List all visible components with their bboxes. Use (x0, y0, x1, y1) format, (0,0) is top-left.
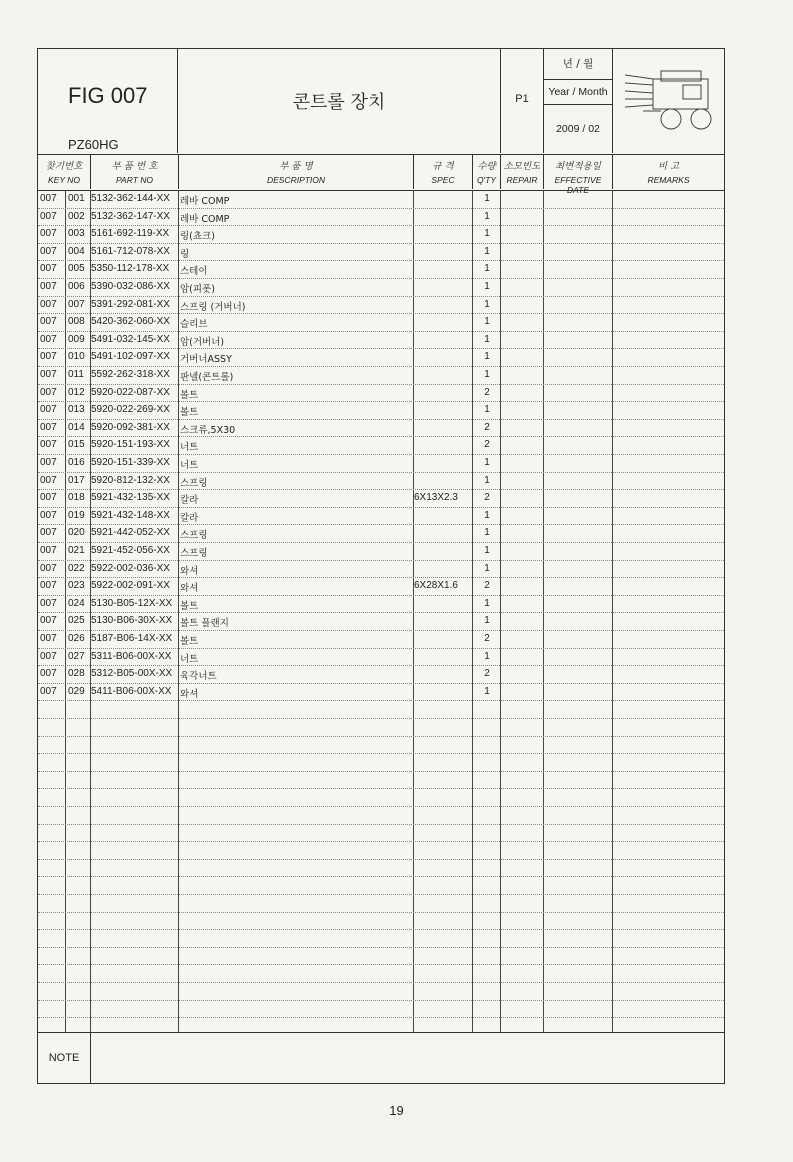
figure-code: FIG 007 (68, 83, 148, 108)
col-repair: 소모빈도 REPAIR (501, 155, 544, 189)
empty-row (38, 737, 724, 755)
quantity: 1 (484, 474, 490, 486)
key-no-item: 017 (68, 474, 85, 486)
quantity: 1 (484, 545, 490, 556)
table-row (38, 578, 724, 596)
empty-row (38, 948, 724, 966)
description: 볼트 (180, 407, 199, 419)
empty-row (38, 701, 724, 719)
col-effective-date: 최변적용일 EFFECTIVE DATE (544, 155, 613, 189)
description: 너트 (180, 460, 199, 471)
description: 스프링 (180, 548, 208, 559)
rice-transplanter-icon (613, 49, 724, 153)
spec: 6X13X2.3 (414, 492, 458, 504)
part-no: 5921-452-056-XX (91, 545, 170, 556)
description: 와셔 (180, 565, 199, 577)
table-row (38, 226, 724, 244)
key-no-fig: 007 (40, 245, 57, 257)
quantity: 1 (484, 351, 490, 363)
description: 너트 (180, 442, 199, 454)
key-no-item: 002 (68, 210, 85, 222)
part-no: 5922-002-036-XX (91, 562, 170, 574)
table-row (38, 191, 724, 209)
table-row (38, 402, 724, 420)
figure-box (38, 49, 178, 153)
quantity: 1 (484, 615, 490, 627)
description: 레바 COMP (180, 213, 230, 225)
key-no-item: 024 (68, 597, 85, 609)
quantity: 1 (484, 527, 490, 539)
part-no: 5922-002-091-XX (91, 580, 170, 592)
empty-row (38, 825, 724, 843)
part-no: 5411-B06-00X-XX (91, 685, 172, 697)
key-no-item: 025 (68, 615, 85, 627)
quantity: 2 (484, 633, 490, 644)
empty-row (38, 842, 724, 860)
key-no-fig: 007 (40, 457, 57, 468)
part-no: 5921-442-052-XX (91, 527, 170, 539)
model-name: PZ60HG (68, 137, 119, 152)
part-no: 5920-022-269-XX (91, 404, 170, 416)
description: 암(거버너) (180, 336, 225, 348)
table-row (38, 261, 724, 279)
key-no-item: 003 (68, 228, 85, 240)
key-no-fig: 007 (40, 351, 57, 363)
page-title: 콘트롤 장치 (292, 92, 386, 113)
table-row (38, 420, 724, 438)
table-row (38, 437, 724, 455)
col-description: 부 품 명 DESCRIPTION (179, 155, 414, 189)
part-no: 5592-262-318-XX (91, 369, 170, 380)
key-no-fig: 007 (40, 527, 57, 539)
description: 너트 (180, 653, 199, 665)
description: 스프링 (180, 477, 208, 489)
empty-row (38, 772, 724, 790)
table-row (38, 244, 724, 262)
part-no: 5391-292-081-XX (91, 298, 170, 310)
description: 링 (180, 248, 190, 260)
key-no-item: 013 (68, 404, 85, 416)
issue-date: 2009 / 02 (556, 123, 600, 135)
empty-row (38, 930, 724, 948)
sheet-header (38, 49, 724, 155)
key-no-item: 011 (68, 369, 84, 380)
key-no-fig: 007 (40, 386, 57, 398)
table-row (38, 631, 724, 649)
quantity: 1 (484, 263, 490, 275)
col-remarks: 비 고 REMARKS (647, 161, 690, 185)
page-box (501, 49, 544, 153)
empty-row (38, 754, 724, 772)
quantity: 2 (484, 580, 490, 592)
description: 스프링 (180, 530, 208, 542)
key-no-item: 018 (68, 492, 85, 504)
empty-row (38, 913, 724, 931)
table-row (38, 490, 724, 508)
key-no-fig: 007 (40, 298, 57, 310)
quantity: 2 (484, 386, 490, 398)
quantity: 1 (484, 404, 490, 416)
description: 레바 COMP (180, 196, 230, 207)
table-row (38, 209, 724, 227)
col-spec: 규 격 SPEC (414, 155, 473, 189)
key-no-fig: 007 (40, 333, 57, 345)
description: 볼트 플랜지 (180, 618, 229, 630)
key-no-fig: 007 (40, 281, 57, 292)
part-no: 5491-032-145-XX (91, 333, 170, 345)
key-no-item: 023 (68, 580, 85, 592)
spec: 6X28X1.6 (414, 580, 458, 592)
col-qty: 수량 Q'TY (473, 155, 501, 189)
key-no-item: 010 (68, 351, 85, 363)
key-no-fig: 007 (40, 545, 57, 556)
key-no-item: 021 (68, 545, 85, 556)
table-row (38, 561, 724, 579)
description: 암(피폿) (180, 284, 215, 295)
key-no-fig: 007 (40, 509, 57, 521)
part-no: 5920-022-087-XX (91, 386, 170, 398)
key-no-item: 014 (68, 421, 85, 433)
part-no: 5130-B05-12X-XX (91, 597, 173, 609)
empty-row (38, 789, 724, 807)
quantity: 1 (484, 457, 490, 468)
part-no: 5390-032-086-XX (91, 281, 170, 292)
table-row (38, 684, 724, 702)
part-no: 5921-432-148-XX (91, 509, 170, 521)
key-no-fig: 007 (40, 404, 57, 416)
description: 거버너ASSY (180, 354, 232, 366)
key-no-fig: 007 (40, 580, 57, 592)
part-no: 5350-112-178-XX (91, 263, 170, 275)
description: 스프링 (거버너) (180, 301, 246, 313)
part-no: 5132-362-144-XX (91, 193, 170, 204)
key-no-fig: 007 (40, 228, 57, 240)
key-no-item: 012 (68, 386, 85, 398)
quantity: 1 (484, 210, 490, 222)
description: 칼라 (180, 512, 199, 524)
description: 볼트 (180, 600, 199, 612)
description: 판넬(콘트롤) (180, 372, 234, 383)
quantity: 1 (484, 562, 490, 574)
table-row (38, 649, 724, 667)
part-no: 5491-102-097-XX (91, 351, 170, 363)
year-month-en: Year / Month (544, 80, 612, 105)
table-row (38, 279, 724, 297)
part-no: 5920-812-132-XX (91, 474, 170, 486)
key-no-item: 026 (68, 633, 85, 644)
key-no-fig: 007 (40, 650, 57, 662)
key-no-item: 016 (68, 457, 85, 468)
table-row (38, 314, 724, 332)
part-no: 5920-151-193-XX (91, 439, 170, 451)
empty-row (38, 895, 724, 913)
key-no-item: 028 (68, 668, 85, 680)
part-no: 5921-432-135-XX (91, 492, 170, 504)
table-row (38, 596, 724, 614)
key-no-item: 006 (68, 281, 85, 292)
quantity: 1 (484, 597, 490, 609)
part-no: 5311-B06-00X-XX (91, 650, 172, 662)
key-no-fig: 007 (40, 668, 57, 680)
quantity: 2 (484, 668, 490, 680)
table-row (38, 297, 724, 315)
quantity: 2 (484, 492, 490, 504)
year-month-ko: 년 / 월 (544, 49, 612, 80)
quantity: 1 (484, 316, 490, 328)
key-no-item: 022 (68, 562, 85, 574)
parts-list-sheet (37, 48, 725, 1084)
quantity: 2 (484, 439, 490, 451)
key-no-item: 004 (68, 245, 85, 257)
part-no: 5420-362-060-XX (91, 316, 170, 328)
key-no-fig: 007 (40, 562, 57, 574)
key-no-fig: 007 (40, 474, 57, 486)
key-no-fig: 007 (40, 492, 57, 504)
description: 와셔 (180, 688, 199, 700)
key-no-item: 029 (68, 685, 85, 697)
machine-illustration (613, 49, 724, 153)
empty-row (38, 719, 724, 737)
key-no-fig: 007 (40, 439, 57, 451)
key-no-fig: 007 (40, 263, 57, 275)
key-no-item: 015 (68, 439, 85, 451)
quantity: 1 (484, 228, 490, 240)
description: 볼트 (180, 389, 199, 401)
empty-row (38, 965, 724, 983)
key-no-item: 007 (68, 298, 85, 310)
table-row (38, 666, 724, 684)
key-no-fig: 007 (40, 421, 57, 433)
key-no-item: 001 (68, 193, 85, 204)
description: 볼트 (180, 636, 199, 647)
quantity: 2 (484, 421, 490, 433)
note-label: NOTE (38, 1033, 91, 1083)
col-key-no: 찾기번호 KEY NO (38, 155, 91, 189)
key-no-fig: 007 (40, 369, 57, 380)
table-row (38, 473, 724, 491)
key-no-item: 005 (68, 263, 85, 275)
description: 스테이 (180, 266, 208, 278)
key-no-item: 009 (68, 333, 85, 345)
description: 링(쵸크) (180, 231, 215, 243)
table-row (38, 332, 724, 350)
part-no: 5187-B06-14X-XX (91, 633, 173, 644)
key-no-item: 027 (68, 650, 85, 662)
page-number: 19 (389, 1103, 404, 1118)
quantity: 1 (484, 369, 490, 380)
table-row (38, 455, 724, 473)
empty-row (38, 807, 724, 825)
table-row (38, 349, 724, 367)
page-title-box (178, 49, 501, 153)
key-no-fig: 007 (40, 597, 57, 609)
description: 슬리브 (180, 319, 208, 331)
empty-row (38, 1001, 724, 1019)
key-no-item: 008 (68, 316, 85, 328)
part-no: 5161-712-078-XX (91, 245, 170, 257)
table-row (38, 367, 724, 385)
empty-row (38, 983, 724, 1001)
key-no-fig: 007 (40, 210, 57, 222)
description: 칼라 (180, 495, 199, 507)
column-header-row (38, 155, 724, 195)
quantity: 1 (484, 333, 490, 345)
part-no: 5920-092-381-XX (91, 421, 170, 433)
empty-row (38, 860, 724, 878)
table-row (38, 385, 724, 403)
part-no: 5130-B06-30X-XX (91, 615, 173, 627)
quantity: 1 (484, 193, 490, 204)
key-no-fig: 007 (40, 193, 57, 204)
quantity: 1 (484, 509, 490, 521)
key-no-fig: 007 (40, 615, 57, 627)
description: 스크류,5X30 (180, 424, 236, 436)
quantity: 1 (484, 650, 490, 662)
key-no-item: 020 (68, 527, 85, 539)
quantity: 1 (484, 281, 490, 292)
table-row (38, 543, 724, 561)
part-no: 5920-151-339-XX (91, 457, 170, 468)
table-row (38, 613, 724, 631)
table-row (38, 508, 724, 526)
quantity: 1 (484, 685, 490, 697)
key-no-fig: 007 (40, 316, 57, 328)
key-no-fig: 007 (40, 633, 57, 644)
description: 육각너트 (180, 671, 217, 683)
part-no: 5132-362-147-XX (91, 210, 170, 222)
col-part-no: 부 품 번 호 PART NO (91, 155, 179, 189)
quantity: 1 (484, 298, 490, 310)
note-section (38, 1033, 724, 1083)
part-no: 5161-692-119-XX (91, 228, 170, 240)
key-no-fig: 007 (40, 685, 57, 697)
part-no: 5312-B05-00X-XX (91, 668, 173, 680)
table-row (38, 525, 724, 543)
quantity: 1 (484, 245, 490, 257)
empty-row (38, 877, 724, 895)
key-no-item: 019 (68, 509, 85, 521)
parts-table-body (38, 191, 724, 1033)
page-label: P1 (515, 93, 529, 105)
description: 와셔 (180, 583, 199, 595)
year-month-box (544, 49, 613, 153)
